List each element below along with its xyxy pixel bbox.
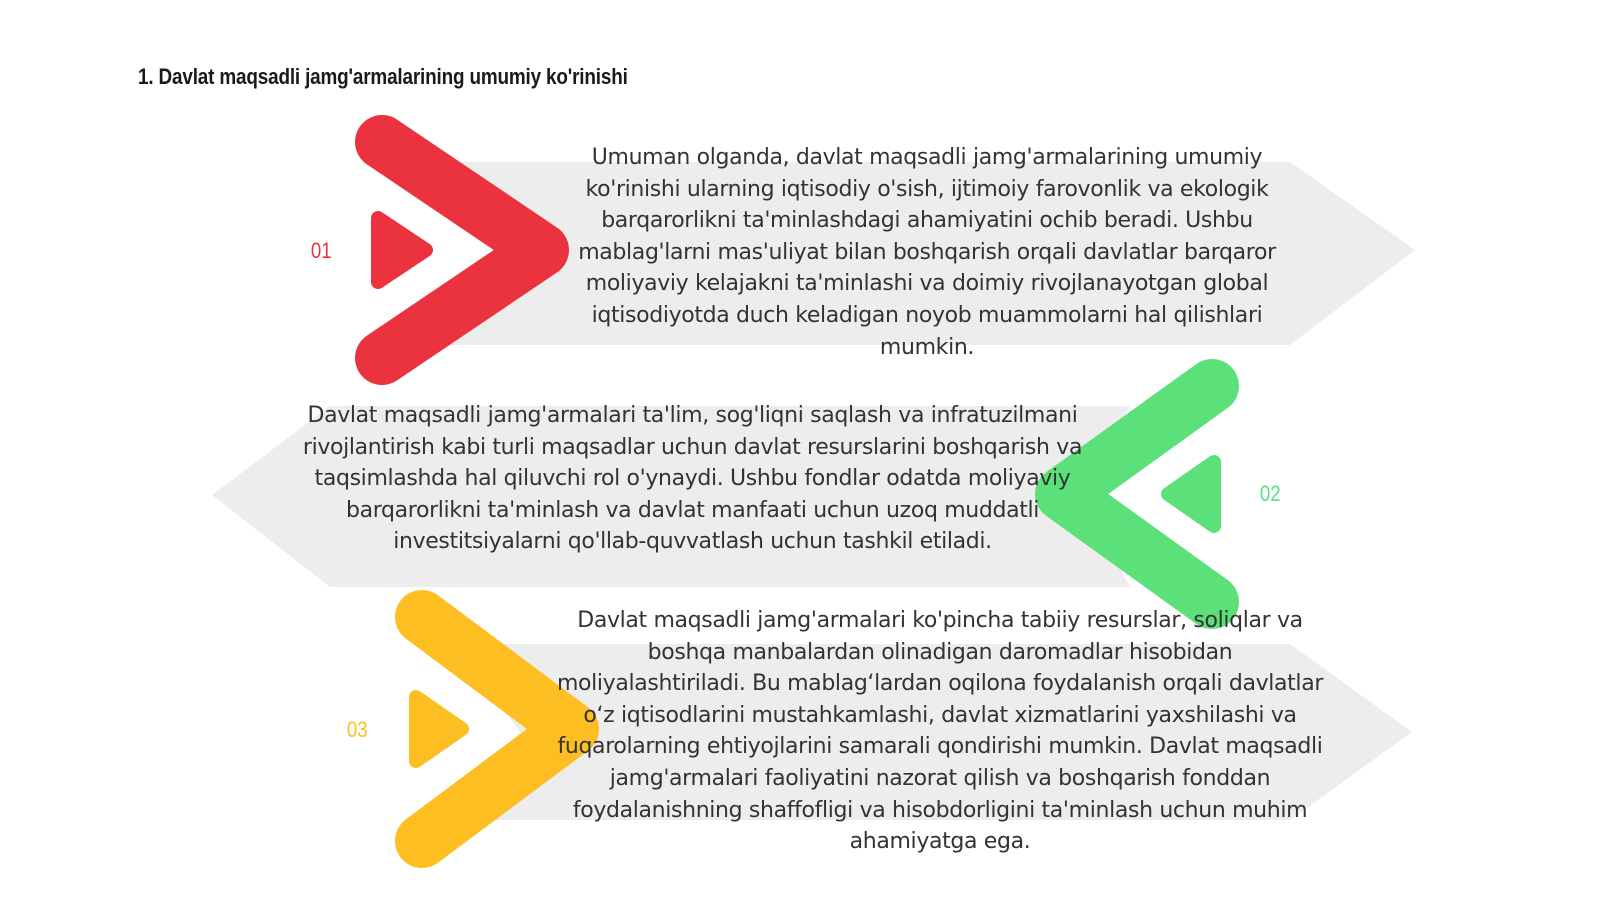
item-number-03: 03	[346, 717, 368, 742]
play-02-icon	[1168, 462, 1214, 526]
page-title: 1. Davlat maqsadli jamg'armalarining umumiy ko'rinishi	[138, 64, 628, 89]
item-text-02: Davlat maqsadli jamg'armalari ta'lim, sog'liqni saqlash va infratuzilmani rivojlantirish kabi turli maqsadlar uchun davlat resurslarini boshqarish va taqsimlashda hal qiluvchi rol o'ynaydi. Ushbu fondlar odatda moliyaviy barqarorlikni ta'minlash va davlat manfaati uchun uzoq muddatli investitsiyalarni qo'llab-quvvatlash uchun tashkil etiladi.	[302, 403, 1083, 555]
play-01-icon	[378, 218, 426, 282]
play-03-icon	[416, 697, 462, 761]
item-number-01: 01	[310, 238, 332, 263]
item-number-02: 02	[1259, 481, 1281, 506]
item-text-03: Davlat maqsadli jamg'armalari ko'pincha tabiiy resurslar, soliqlar va boshqa manbalardan olinadigan daromadlar hisobidan moliyalashtiriladi. Bu mablag‘lardan oqilona foydalanish orqali davlatlar o‘z iqtisodlarini mustahkamlashi, davlat xizmatlarini yaxshilashi va fuqarolarning ehtiyojlarini samarali qondirishi mumkin. Davlat maqsadli jamg'armalari faoliyatini nazorat qilish va boshqarish fonddan foydalanishning shaffofligi va hisobdorligini ta'minlash uchun muhim ahamiyatga ega.	[556, 608, 1324, 855]
item-text-01: Umuman olganda, davlat maqsadli jamg'armalarining umumiy ko'rinishi ularning iqtisodiy o'sish, ijtimoiy farovonlik va ekologik barqarorlikni ta'minlashdagi ahamiyatini ochib beradi. Ushbu mablag'larni mas'uliyat bilan boshqarish orqali davlatlar barqaror moliyaviy kelajakni ta'minlashi va doimiy rivojlanayotgan global iqtisodiyotda duch keladigan noyob muammolarni hal qilishlari mumkin.	[578, 145, 1276, 360]
